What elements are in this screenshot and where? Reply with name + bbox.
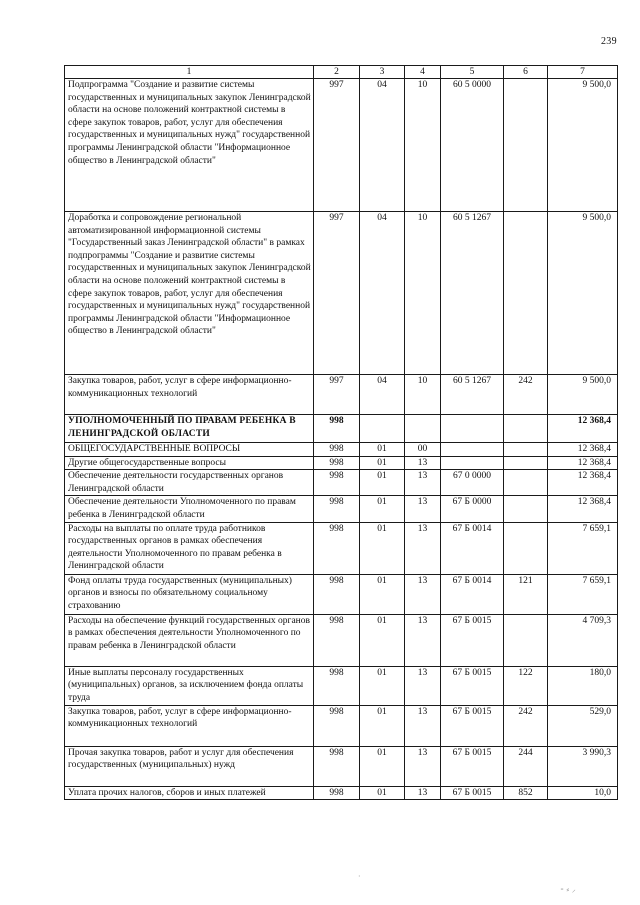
row-name: Фонд оплаты труда государственных (муниципальных) органов и взносы по обязательному социальному страхованию bbox=[65, 574, 314, 614]
row-admin-code: 998 bbox=[314, 705, 360, 746]
row-amount: 180,0 bbox=[548, 666, 618, 705]
row-name: УПОЛНОМОЧЕННЫЙ ПО ПРАВАМ РЕБЕНКА В ЛЕНИНГРАДСКОЙ ОБЛАСТИ bbox=[65, 415, 314, 443]
row-target-article: 67 Б 0014 bbox=[441, 574, 504, 614]
row-amount: 9 500,0 bbox=[548, 79, 618, 212]
row-target-article: 67 0 0000 bbox=[441, 470, 504, 496]
row-subsection: 13 bbox=[405, 746, 441, 786]
scan-speck: ⁃ ⸗ ⸝ bbox=[560, 885, 576, 894]
header-col-4: 4 bbox=[405, 66, 441, 79]
row-target-article: 67 Б 0014 bbox=[441, 522, 504, 574]
table-row bbox=[65, 212, 618, 375]
table-row bbox=[65, 705, 618, 746]
row-target-article: 67 Б 0015 bbox=[441, 746, 504, 786]
row-target-article bbox=[441, 456, 504, 470]
header-row bbox=[65, 66, 618, 79]
header-col-1: 1 bbox=[65, 66, 314, 79]
row-expense-kind bbox=[504, 522, 548, 574]
row-section: 01 bbox=[360, 746, 405, 786]
row-subsection: 13 bbox=[405, 470, 441, 496]
row-amount: 12 368,4 bbox=[548, 496, 618, 522]
row-name: Обеспечение деятельности Уполномоченного по правам ребенка в Ленинградской области bbox=[65, 496, 314, 522]
budget-table bbox=[64, 65, 618, 800]
row-subsection: 10 bbox=[405, 212, 441, 375]
row-expense-kind bbox=[504, 212, 548, 375]
row-amount: 7 659,1 bbox=[548, 574, 618, 614]
row-expense-kind bbox=[504, 456, 548, 470]
row-expense-kind: 242 bbox=[504, 375, 548, 415]
row-subsection: 10 bbox=[405, 375, 441, 415]
row-name: Другие общегосударственные вопросы bbox=[65, 456, 314, 470]
row-expense-kind bbox=[504, 79, 548, 212]
row-target-article: 67 Б 0015 bbox=[441, 666, 504, 705]
row-section: 01 bbox=[360, 705, 405, 746]
row-amount: 7 659,1 bbox=[548, 522, 618, 574]
row-expense-kind: 122 bbox=[504, 666, 548, 705]
table-row bbox=[65, 574, 618, 614]
row-expense-kind: 242 bbox=[504, 705, 548, 746]
row-admin-code: 998 bbox=[314, 666, 360, 705]
row-section: 01 bbox=[360, 443, 405, 457]
header-col-3: 3 bbox=[360, 66, 405, 79]
row-admin-code: 998 bbox=[314, 496, 360, 522]
row-admin-code: 998 bbox=[314, 522, 360, 574]
page-number: 239 bbox=[601, 36, 617, 47]
row-name: Закупка товаров, работ, услуг в сфере информационно-коммуникационных технологий bbox=[65, 375, 314, 415]
table-row bbox=[65, 666, 618, 705]
row-subsection: 13 bbox=[405, 705, 441, 746]
table-row bbox=[65, 415, 618, 443]
row-section: 04 bbox=[360, 375, 405, 415]
row-expense-kind bbox=[504, 443, 548, 457]
header-col-5: 5 bbox=[441, 66, 504, 79]
row-name: Иные выплаты персоналу государственных (муниципальных) органов, за исключением фонда оплаты труда bbox=[65, 666, 314, 705]
row-section: 01 bbox=[360, 456, 405, 470]
row-section: 01 bbox=[360, 666, 405, 705]
row-admin-code: 998 bbox=[314, 574, 360, 614]
row-section: 01 bbox=[360, 614, 405, 666]
row-expense-kind: 244 bbox=[504, 746, 548, 786]
row-target-article: 67 Б 0000 bbox=[441, 496, 504, 522]
row-name: Уплата прочих налогов, сборов и иных платежей bbox=[65, 786, 314, 800]
row-section: 01 bbox=[360, 522, 405, 574]
header-col-2: 2 bbox=[314, 66, 360, 79]
row-target-article bbox=[441, 415, 504, 443]
table-row bbox=[65, 470, 618, 496]
row-subsection: 13 bbox=[405, 456, 441, 470]
row-expense-kind bbox=[504, 614, 548, 666]
row-target-article: 60 5 1267 bbox=[441, 212, 504, 375]
row-subsection: 00 bbox=[405, 443, 441, 457]
row-target-article: 67 Б 0015 bbox=[441, 614, 504, 666]
table-row bbox=[65, 79, 618, 212]
table-row bbox=[65, 614, 618, 666]
row-admin-code: 998 bbox=[314, 443, 360, 457]
row-expense-kind bbox=[504, 470, 548, 496]
row-name: Прочая закупка товаров, работ и услуг для обеспечения государственных (муниципальных) нужд bbox=[65, 746, 314, 786]
table-row bbox=[65, 522, 618, 574]
row-section: 04 bbox=[360, 79, 405, 212]
row-amount: 12 368,4 bbox=[548, 443, 618, 457]
row-subsection: 10 bbox=[405, 79, 441, 212]
row-section: 01 bbox=[360, 786, 405, 800]
table-row bbox=[65, 746, 618, 786]
row-section: 01 bbox=[360, 574, 405, 614]
row-admin-code: 998 bbox=[314, 415, 360, 443]
row-admin-code: 997 bbox=[314, 79, 360, 212]
row-subsection: 13 bbox=[405, 522, 441, 574]
row-expense-kind bbox=[504, 496, 548, 522]
row-target-article bbox=[441, 443, 504, 457]
row-subsection bbox=[405, 415, 441, 443]
row-amount: 12 368,4 bbox=[548, 470, 618, 496]
row-name: Расходы на обеспечение функций государственных органов в рамках обеспечения деятельности Уполномоченного по правам ребенка в Ленинградской области bbox=[65, 614, 314, 666]
row-amount: 529,0 bbox=[548, 705, 618, 746]
table-row bbox=[65, 456, 618, 470]
row-target-article: 60 5 1267 bbox=[441, 375, 504, 415]
row-name: Закупка товаров, работ, услуг в сфере информационно-коммуникационных технологий bbox=[65, 705, 314, 746]
row-target-article: 67 Б 0015 bbox=[441, 705, 504, 746]
row-name: Обеспечение деятельности государственных органов Ленинградской области bbox=[65, 470, 314, 496]
row-section bbox=[360, 415, 405, 443]
row-amount: 9 500,0 bbox=[548, 375, 618, 415]
row-admin-code: 997 bbox=[314, 212, 360, 375]
row-section: 01 bbox=[360, 496, 405, 522]
row-section: 01 bbox=[360, 470, 405, 496]
table-row bbox=[65, 786, 618, 800]
row-subsection: 13 bbox=[405, 574, 441, 614]
header-col-6: 6 bbox=[504, 66, 548, 79]
row-name: Расходы на выплаты по оплате труда работников государственных органов в рамках обеспечения деятельности Уполномоченного по правам ребенка в Ленинградской области bbox=[65, 522, 314, 574]
row-amount: 4 709,3 bbox=[548, 614, 618, 666]
row-expense-kind: 852 bbox=[504, 786, 548, 800]
row-admin-code: 997 bbox=[314, 375, 360, 415]
row-name: Подпрограмма "Создание и развитие системы государственных и муниципальных закупок Ленинградской области на основе положений контрактной системы в сфере закупок товаров, работ, услуг для обеспечения государственных и муниципальных нужд" государственной программы Ленинградской области "Информационное общество в Ленинградской области" bbox=[65, 79, 314, 212]
table-row bbox=[65, 443, 618, 457]
row-name: ОБЩЕГОСУДАРСТВЕННЫЕ ВОПРОСЫ bbox=[65, 443, 314, 457]
row-subsection: 13 bbox=[405, 496, 441, 522]
table-row bbox=[65, 375, 618, 415]
row-target-article: 67 Б 0015 bbox=[441, 786, 504, 800]
row-expense-kind: 121 bbox=[504, 574, 548, 614]
row-amount: 10,0 bbox=[548, 786, 618, 800]
row-amount: 3 990,3 bbox=[548, 746, 618, 786]
row-expense-kind bbox=[504, 415, 548, 443]
row-subsection: 13 bbox=[405, 614, 441, 666]
row-admin-code: 998 bbox=[314, 456, 360, 470]
row-section: 04 bbox=[360, 212, 405, 375]
row-admin-code: 998 bbox=[314, 470, 360, 496]
scan-speck: · bbox=[358, 872, 361, 881]
row-admin-code: 998 bbox=[314, 786, 360, 800]
row-admin-code: 998 bbox=[314, 614, 360, 666]
header-col-7: 7 bbox=[548, 66, 618, 79]
row-amount: 9 500,0 bbox=[548, 212, 618, 375]
row-admin-code: 998 bbox=[314, 746, 360, 786]
row-name: Доработка и сопровождение региональной автоматизированной информационной системы "Государственный заказ Ленинградской области" в рамках подпрограммы "Создание и развитие системы государственных и муниципальных закупок Ленинградской области на основе положений контрактной системы в сфере закупок товаров, работ, услуг для обеспечения государственных и муниципальных нужд" государственной программы Ленинградской области "Информационное общество в Ленинградской области" bbox=[65, 212, 314, 375]
table-row bbox=[65, 496, 618, 522]
row-subsection: 13 bbox=[405, 666, 441, 705]
row-target-article: 60 5 0000 bbox=[441, 79, 504, 212]
row-amount: 12 368,4 bbox=[548, 456, 618, 470]
row-amount: 12 368,4 bbox=[548, 415, 618, 443]
row-subsection: 13 bbox=[405, 786, 441, 800]
